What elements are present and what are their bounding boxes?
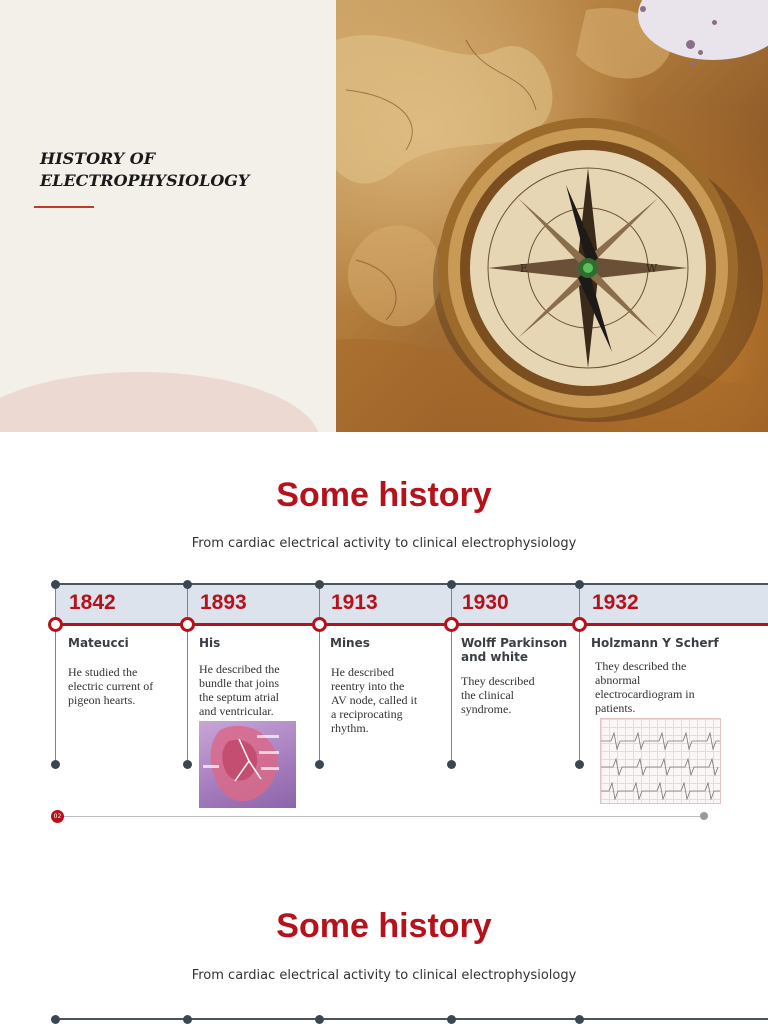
ecg-strip-image <box>600 718 721 804</box>
timeline-top-dot <box>315 1015 324 1024</box>
timeline-marker <box>312 617 327 632</box>
timeline-top-dot <box>575 580 584 589</box>
timeline-connector <box>451 584 452 764</box>
page-number-badge: 02 <box>51 810 64 823</box>
decorative-dot <box>712 20 717 25</box>
event-description: He studied the electric current of pigeon hearts. <box>68 665 154 707</box>
title-panel <box>0 0 336 432</box>
svg-text:E: E <box>520 262 529 275</box>
event-description: He described reentry into the AV node, called it a reciprocating rhythm. <box>331 665 418 735</box>
decorative-dot <box>698 50 703 55</box>
event-name: His <box>199 636 221 650</box>
timeline-top-dot <box>575 1015 584 1024</box>
compass-photo <box>336 0 768 432</box>
event-description: He described the bundle that joins the septum atrial and ventricular. <box>199 662 280 718</box>
slide-subtitle: From cardiac electrical activity to clinical electrophysiology <box>191 536 577 551</box>
slide-heading: Some history <box>276 907 492 945</box>
timeline-top-dot <box>183 1015 192 1024</box>
svg-text:N: N <box>582 309 593 323</box>
timeline-slide-duplicate <box>0 864 768 1024</box>
timeline-year-band <box>55 585 768 625</box>
event-description: They described the abnormal electrocardiogram in patients. <box>595 659 695 715</box>
timeline-marker <box>180 617 195 632</box>
slide-title <box>40 148 320 192</box>
slide-progress-track <box>57 816 705 817</box>
timeline-connector <box>187 584 188 764</box>
timeline-top-dot <box>51 580 60 589</box>
heart-icon <box>199 721 296 808</box>
ecg-waveform-icon <box>601 719 720 803</box>
timeline-bottom-dot <box>183 760 192 769</box>
event-description: They described the clinical syndrome. <box>461 674 535 716</box>
timeline-top-line <box>55 1018 768 1020</box>
timeline-connector <box>579 584 580 764</box>
event-year: 1932 <box>592 591 639 614</box>
timeline-marker <box>444 617 459 632</box>
event-year: 1893 <box>200 591 247 614</box>
timeline-marker <box>572 617 587 632</box>
timeline-top-line <box>55 583 768 585</box>
decorative-dot <box>686 40 695 49</box>
timeline-top-dot <box>51 1015 60 1024</box>
event-name: Mateucci <box>68 636 129 650</box>
event-year: 1930 <box>462 591 509 614</box>
title-line-1: HISTORY OF <box>40 149 156 168</box>
timeline-connector <box>55 584 56 764</box>
compass-illustration <box>336 0 768 432</box>
event-name: Holzmann Y Scherf <box>591 636 719 650</box>
timeline-bottom-dot <box>575 760 584 769</box>
timeline-connector <box>319 584 320 764</box>
title-line-2: ELECTROPHYSIOLOGY <box>40 171 250 190</box>
timeline-slide <box>0 432 768 864</box>
timeline-bottom-dot <box>447 760 456 769</box>
title-slide <box>0 0 768 432</box>
timeline-top-dot <box>447 580 456 589</box>
decorative-dot <box>640 6 646 12</box>
decorative-blob <box>0 372 320 432</box>
event-name: Wolff Parkinson and white <box>461 636 568 664</box>
progress-end-dot <box>700 812 708 820</box>
heart-conduction-diagram <box>199 721 296 808</box>
timeline-bottom-dot <box>315 760 324 769</box>
timeline-top-dot <box>315 580 324 589</box>
event-year: 1913 <box>331 591 378 614</box>
slide-heading: Some history <box>276 476 492 514</box>
timeline-marker <box>48 617 63 632</box>
slide-subtitle: From cardiac electrical activity to clinical electrophysiology <box>191 968 577 983</box>
timeline-top-dot <box>447 1015 456 1024</box>
event-name: Mines <box>330 636 370 650</box>
title-underline <box>34 206 94 208</box>
svg-text:W: W <box>646 262 658 275</box>
timeline-axis <box>55 623 768 626</box>
timeline-bottom-dot <box>51 760 60 769</box>
event-year: 1842 <box>69 591 116 614</box>
decorative-dot <box>691 62 695 66</box>
timeline-top-dot <box>183 580 192 589</box>
svg-text:S: S <box>582 217 591 231</box>
